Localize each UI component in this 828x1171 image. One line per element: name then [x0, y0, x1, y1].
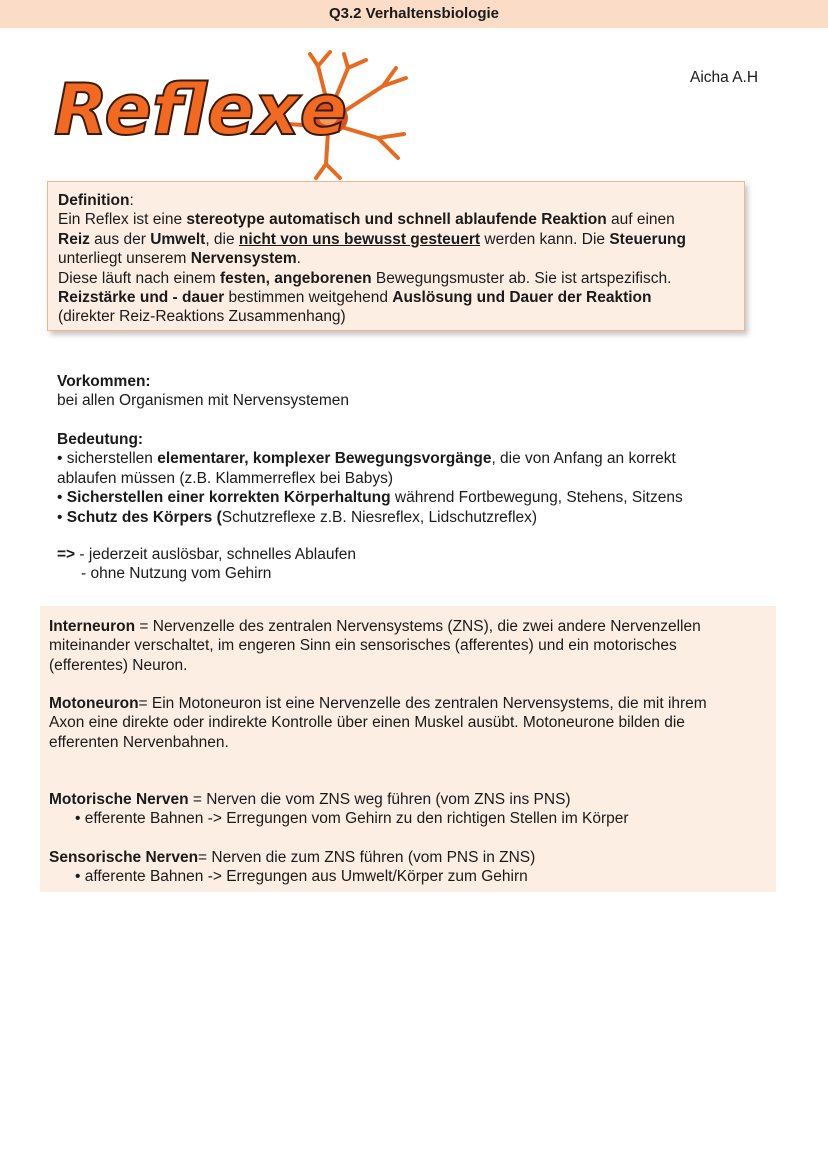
bedeutung-item-2: • Sicherstellen einer korrekten Körperhaltung während Fortbewegung, Stehens, Sitzens: [57, 489, 683, 507]
definition-heading-line: Definition:: [58, 192, 134, 209]
bedeutung-item-1-cont: ablaufen müssen (z.B. Klammerreflex bei Babys): [57, 469, 393, 487]
page-title: Q3.2 Verhaltensbiologie: [328, 5, 500, 22]
definition-line-5: Reizstärke und - dauer bestimmen weitgehend Auslösung und Dauer der Reaktion: [58, 289, 652, 307]
motorische-nerven-definition: Motorische Nerven = Nerven die vom ZNS weg führen (vom ZNS ins PNS) • efferente Bahnen -> Erregungen vom Gehirn zu den richtigen Stellen im Körper: [49, 791, 629, 828]
author-name: Aicha A.H: [690, 69, 759, 86]
conclusion-section: [57, 545, 356, 584]
definition-line-2: Reiz aus der Umwelt, die nicht von uns bewusst gesteuert werden kann. Die Steuerung: [58, 230, 686, 248]
conclusion-line-2: - ohne Nutzung vom Gehirn: [81, 565, 272, 583]
page-header: [0, 0, 828, 28]
definition-line-1: Ein Reflex ist eine stereotype automatisch und schnell ablaufende Reaktion auf einen: [58, 211, 675, 229]
neuron-icon: [48, 46, 418, 184]
motorische-nerven-term: Motorische Nerven: [49, 791, 189, 808]
definition-box: [47, 181, 745, 331]
sensorische-nerven-definition: Sensorische Nerven= Nerven die zum ZNS führen (vom PNS in ZNS) • afferente Bahnen -> Erregungen aus Umwelt/Körper zum Gehirn: [49, 849, 536, 886]
reflexe-logo: [48, 46, 418, 184]
definition-heading: Definition: [58, 192, 130, 209]
vorkommen-heading: Vorkommen:: [57, 373, 151, 390]
motoneuron-term: Motoneuron: [49, 695, 139, 712]
bedeutung-item-1: • sicherstellen elementarer, komplexer Bewegungsvorgänge, die von Anfang an korrekt: [57, 450, 676, 468]
motoneuron-definition: Motoneuron= Ein Motoneuron ist eine Nervenzelle des zentralen Nervensystems, die mit ihrem Axon eine direkte oder indirekte Kontrolle über einen Muskel ausübt. Motoneurone bilden die efferenten Nervenbahnen.: [49, 695, 707, 751]
interneuron-definition: Interneuron = Nervenzelle des zentralen Nervensystems (ZNS), die zwei andere Nervenzellen miteinander verschaltet, im engeren Sinn ein sensorisches (afferentes) und ein motorisches (efferentes) Neuron.: [49, 618, 701, 674]
bedeutung-section: [57, 430, 757, 527]
definition-line-4: Diese läuft nach einem festen, angeborenen Bewegungsmuster ab. Sie ist artspezifisch.: [58, 269, 672, 287]
vorkommen-text: bei allen Organismen mit Nervensystemen: [57, 392, 350, 410]
definition-line-6: (direkter Reiz-Reaktions Zusammenhang): [58, 308, 346, 326]
bedeutung-item-3: • Schutz des Körpers (Schutzreflexe z.B. Niesreflex, Lidschutzreflex): [57, 508, 538, 526]
logo-text: Reflexe: [54, 69, 348, 151]
arrow-symbol: =>: [57, 546, 76, 563]
definition-line-3: unterliegt unserem Nervensystem.: [58, 250, 301, 268]
conclusion-line-1: - jederzeit auslösbar, schnelles Ablaufen: [75, 546, 357, 563]
vorkommen-section: [57, 372, 349, 411]
interneuron-term: Interneuron: [49, 618, 136, 635]
bedeutung-heading: Bedeutung:: [57, 431, 144, 448]
sensorische-nerven-term: Sensorische Nerven: [49, 849, 199, 866]
